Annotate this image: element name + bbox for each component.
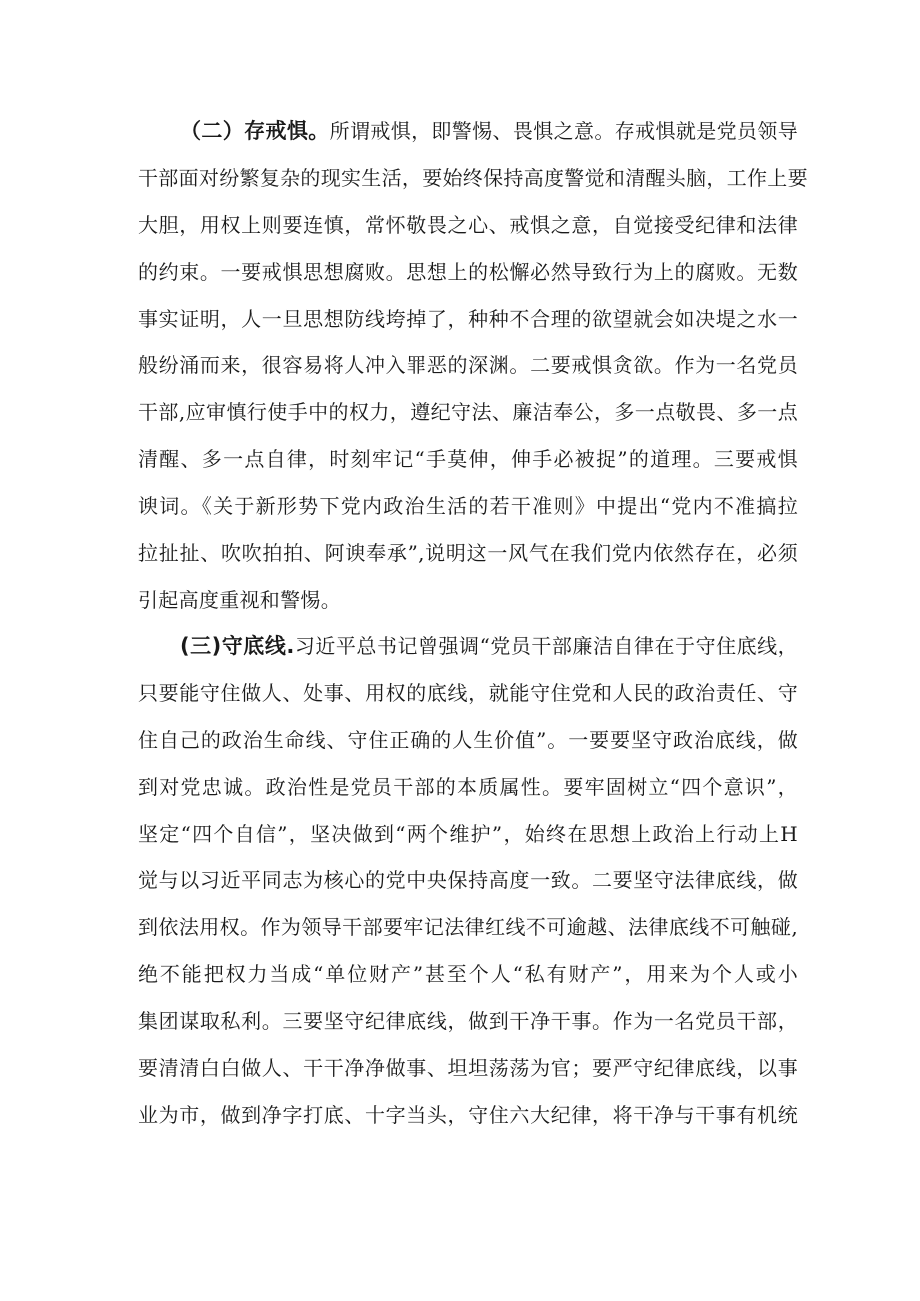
text-line: 绝不能把权力当成“单位财产”甚至个人“私有财产”，用来为个人或小 (138, 962, 798, 987)
text-line: 大胆，用权上则要连慎，常怀敬畏之心、戒惧之意，自觉接受纪律和法律 (138, 212, 798, 237)
section-heading: (三)守底线. (180, 634, 295, 658)
text-line: 到对党忠诚。政治性是党员干部的本质属性。要牢固树立“四个意识”， (138, 774, 798, 799)
text-line: 拉扯扯、吹吹拍拍、阿谀奉承”,说明这一风气在我们党内依然存在，必须 (138, 541, 798, 566)
text-line: 事实证明，人一旦思想防线垮掉了，种种不合理的欲望就会如决堤之水一 (138, 306, 798, 331)
text-line: 坚定“四个自信”，坚决做到“两个维护”，始终在思想上政治上行动上H (138, 821, 798, 846)
text-line: 的约束。一要戒惧思想腐败。思想上的松懈必然导致行为上的腐败。无数 (138, 259, 798, 284)
text-line: 干部面对纷繁复杂的现实生活，要始终保持高度警觉和清醒头脑，工作上要 (138, 165, 808, 190)
text-line: 般纷涌而来，很容易将人冲入罪恶的深渊。二要戒惧贪欲。作为一名党员 (138, 353, 798, 378)
text-line: 谀词。《关于新形势下党内政治生活的若干准则》中提出“党内不准搞拉 (138, 494, 798, 519)
text-line: 住自己的政治生命线、守住正确的人生价值”。一要要坚守政治底线，做 (138, 727, 798, 752)
paragraph-first-line (138, 623, 798, 670)
text-line: 习近平总书记曾强调“党员干部廉洁自律在于守住底线， (294, 634, 798, 658)
text-line: 清醒、多一点自律，时刻牢记“手莫伸，伸手必被捉”的道理。三要戒惧 (138, 447, 798, 472)
text-line: 业为市，做到净字打底、十字当头，守住六大纪律，将干净与干事有机统 (138, 1102, 798, 1127)
paragraph-shou-dixian (138, 623, 798, 1139)
paragraph-cun-jieju (138, 108, 808, 624)
text-line: 只要能守住做人、处事、用权的底线，就能守住党和人民的政治责任、守 (138, 680, 798, 705)
text-line: 要清清白白做人、干干净净做事、坦坦荡荡为官；要严守纪律底线，以事 (138, 1056, 798, 1081)
section-heading: （二）存戒惧。 (180, 119, 330, 143)
paragraph-first-line (138, 108, 798, 155)
text-line: 干部,应审慎行使手中的权力，遵纪守法、廉洁奉公，多一点敬畏、多一点 (138, 400, 798, 425)
text-line: 所谓戒惧，即警惕、畏惧之意。存戒惧就是党员领导 (329, 119, 798, 143)
text-line: 集团谋取私利。三要坚守纪律底线，做到干净干事。作为一名党员干部， (138, 1009, 798, 1034)
text-line: 引起高度重视和警惕。 (138, 587, 341, 612)
text-line: 到依法用权。作为领导干部要牢记法律红线不可逾越、法律底线不可触碰, (138, 915, 798, 940)
text-line: 觉与以习近平同志为核心的党中央保持高度一致。二要坚守法律底线，做 (138, 868, 798, 893)
